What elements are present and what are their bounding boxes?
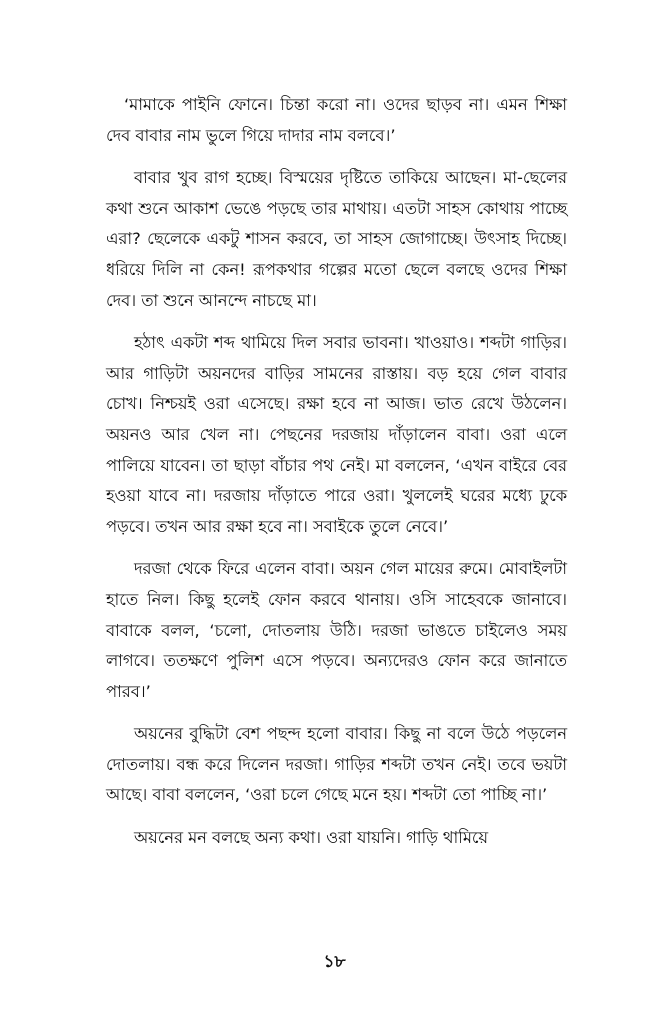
paragraph-1: ‘মামাকে পাইনি ফোনে। চিন্তা করো না। ওদের ছাড়ব না। এমন শিক্ষা দেব বাবার নাম ভুলে গিয়ে দাদার নাম বলবে।’ bbox=[106, 95, 567, 145]
paragraph-5: অয়নের বুদ্ধিটা বেশ পছন্দ হলো বাবার। কিছু না বলে উঠে পড়লেন দোতলায়। বন্ধ করে দিলেন দরজা। গাড়ির শব্দটা তখন নেই। তবে ভয়টা আছে। বাবা বললেন, ‘ওরা চলে গেছে মনে হয়। শব্দটা তো পাচ্ছি না।’ bbox=[106, 724, 567, 805]
paragraph-4: দরজা থেকে ফিরে এলেন বাবা। অয়ন গেল মায়ের রুমে। মোবাইলটা হাতে নিল। কিছু হলেই ফোন করবে থানায়। ওসি সাহেবকে জানাবে। বাবাকে বলল, ‘চলো, দোতলায় উঠি। দরজা ভাঙতে চাইলেও সময় লাগবে। ততক্ষণে পুলিশ এসে পড়বে। অন্যদেরও ফোন করে জানাতে পারব।’ bbox=[106, 559, 567, 701]
page-body bbox=[106, 90, 567, 866]
paragraph-2: বাবার খুব রাগ হচ্ছে। বিস্ময়ের দৃষ্টিতে তাকিয়ে আছেন। মা-ছেলের কথা শুনে আকাশ ভেঙে পড়ছে তার মাথায়। এতটা সাহস কোথায় পাচ্ছে এরা? ছেলেকে একটু শাসন করবে, তা সাহস জোগাচ্ছে। উৎসাহ দিচ্ছে। ধরিয়ে দিলি না কেন! রূপকথার গল্পের মতো ছেলে বলছে ওদের শিক্ষা দেব। তা শুনে আনন্দে নাচছে মা। bbox=[106, 168, 567, 310]
paragraph-6: অয়নের মন বলছে অন্য কথা। ওরা যায়নি। গাড়ি থামিয়ে bbox=[134, 828, 489, 848]
paragraph-3: হঠাৎ একটা শব্দ থামিয়ে দিল সবার ভাবনা। খাওয়াও। শব্দটা গাড়ির। আর গাড়িটা অয়নদের বাড়ির সামনের রাস্তায়। বড় হয়ে গেল বাবার চোখ। নিশ্চয়ই ওরা এসেছে। রক্ষা হবে না আজ। ভাত রেখে উঠলেন। অয়নও আর খেল না। পেছনের দরজায় দাঁড়ালেন বাবা। ওরা এলে পালিয়ে যাবেন। তা ছাড়া বাঁচার পথ নেই। মা বললেন, ‘এখন বাইরে বের হওয়া যাবে না। দরজায় দাঁড়াতে পারে ওরা। খুললেই ঘরের মধ্যে ঢুকে পড়বে। তখন আর রক্ষা হবে না। সবাইকে তুলে নেবে।’ bbox=[106, 333, 567, 536]
page-number: ১৮ bbox=[323, 952, 346, 972]
